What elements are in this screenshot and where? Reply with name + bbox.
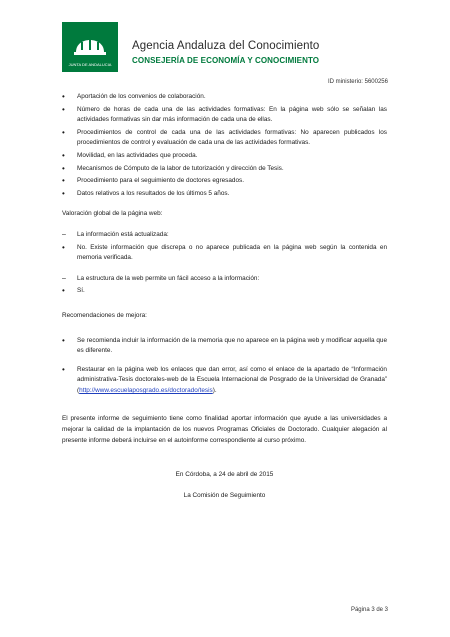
list-item: • Restaurar en la página web los enlaces que dan error, así como el enlace de la apartado de “Información administrativa-Tesis doctorales-web de la Escuela Internacional de Posgrado de la Universidad de Granada” (http://www.escuelaposgrado.es/doctorado/tesis). [62,365,387,397]
list-item: • Número de horas de cada una de las actividades formativas: En la página web sólo se señalan las actividades formativas sin dar más información de cada una de ellas. [62,105,387,126]
list-item: • Datos relativos a los resultados de los últimos 5 años. [62,189,387,200]
list-item: • Aportación de los convenios de colaboración. [62,92,387,103]
recomendaciones-heading: Recomendaciones de mejora: [62,311,147,319]
logo-caption: JUNTA DE ANDALUCIA [68,62,112,67]
valoracion-list-2 [62,274,387,285]
recomendaciones-list [62,336,387,397]
id-ministerio: ID ministerio: 5600256 [327,79,388,85]
dash-item: – La estructura de la web permite un fácil acceso a la información: [62,274,387,285]
consejeria-name: CONSEJERÍA DE ECONOMÍA Y CONOCIMIENTO [132,56,320,65]
closing-paragraph: El presente informe de seguimiento tiene como finalidad aportar información que ayude a las universidades a mejorar la calidad de la implantación de los nuevos Programas Oficiales de Doctorado. Cualquier alegación al presente informe deberá incluirse en el autoinforme correspondiente al curso próximo. [62,415,387,444]
dash-item: – La información está actualizada: [62,230,387,241]
place-date: En Córdoba, a 24 de abril de 2015 [175,471,274,479]
list-item: • Procedimientos de control de cada una de las actividades formativas: No aparecen publicados los procedimientos de control y evaluación de cada una de las actividades formativas. [62,128,387,149]
recommendation-text: Restaurar en la página web los enlaces que dan error, así como el enlace de la apartado de “Información administrativa-Tesis doctorales-web de la Escuela Internacional de Posgrado de la Universidad de Granada” [77,365,387,384]
valoracion-answer-1 [62,243,387,264]
list-item: • Sí. [62,286,387,297]
document-body [62,92,387,501]
recommendation-text: Se recomienda incluir la información de la memoria que no aparece en la página web y modificar aquella que es diferente. [77,336,387,355]
list-item: • Mecanismos de Cómputo de la labor de tutorización y dirección de Tesis. [62,164,387,175]
valoracion-answer-2 [62,286,387,297]
list-item: • Procedimiento para el seguimiento de doctores egresados. [62,176,387,187]
missing-info-list [62,92,387,199]
page-number: Página 3 de 3 [350,607,388,613]
list-item [62,336,387,357]
escuela-posgrado-link[interactable]: http://www.escuelaposgrado.es/doctorado/tesis [79,386,213,394]
list-item: • No. Existe información que discrepa o no aparece publicada en la página web según la contenida en memoria verificada. [62,243,387,264]
junta-de-andalucia-logo [62,22,118,72]
valoracion-heading: Valoración global de la página web: [62,210,163,218]
valoracion-list-1 [62,230,387,241]
list-item: • Movilidad, en las actividades que proceda. [62,151,387,162]
signature: La Comisión de Seguimiento [183,491,266,499]
agency-name: Agencia Andaluza del Conocimiento [132,40,320,52]
